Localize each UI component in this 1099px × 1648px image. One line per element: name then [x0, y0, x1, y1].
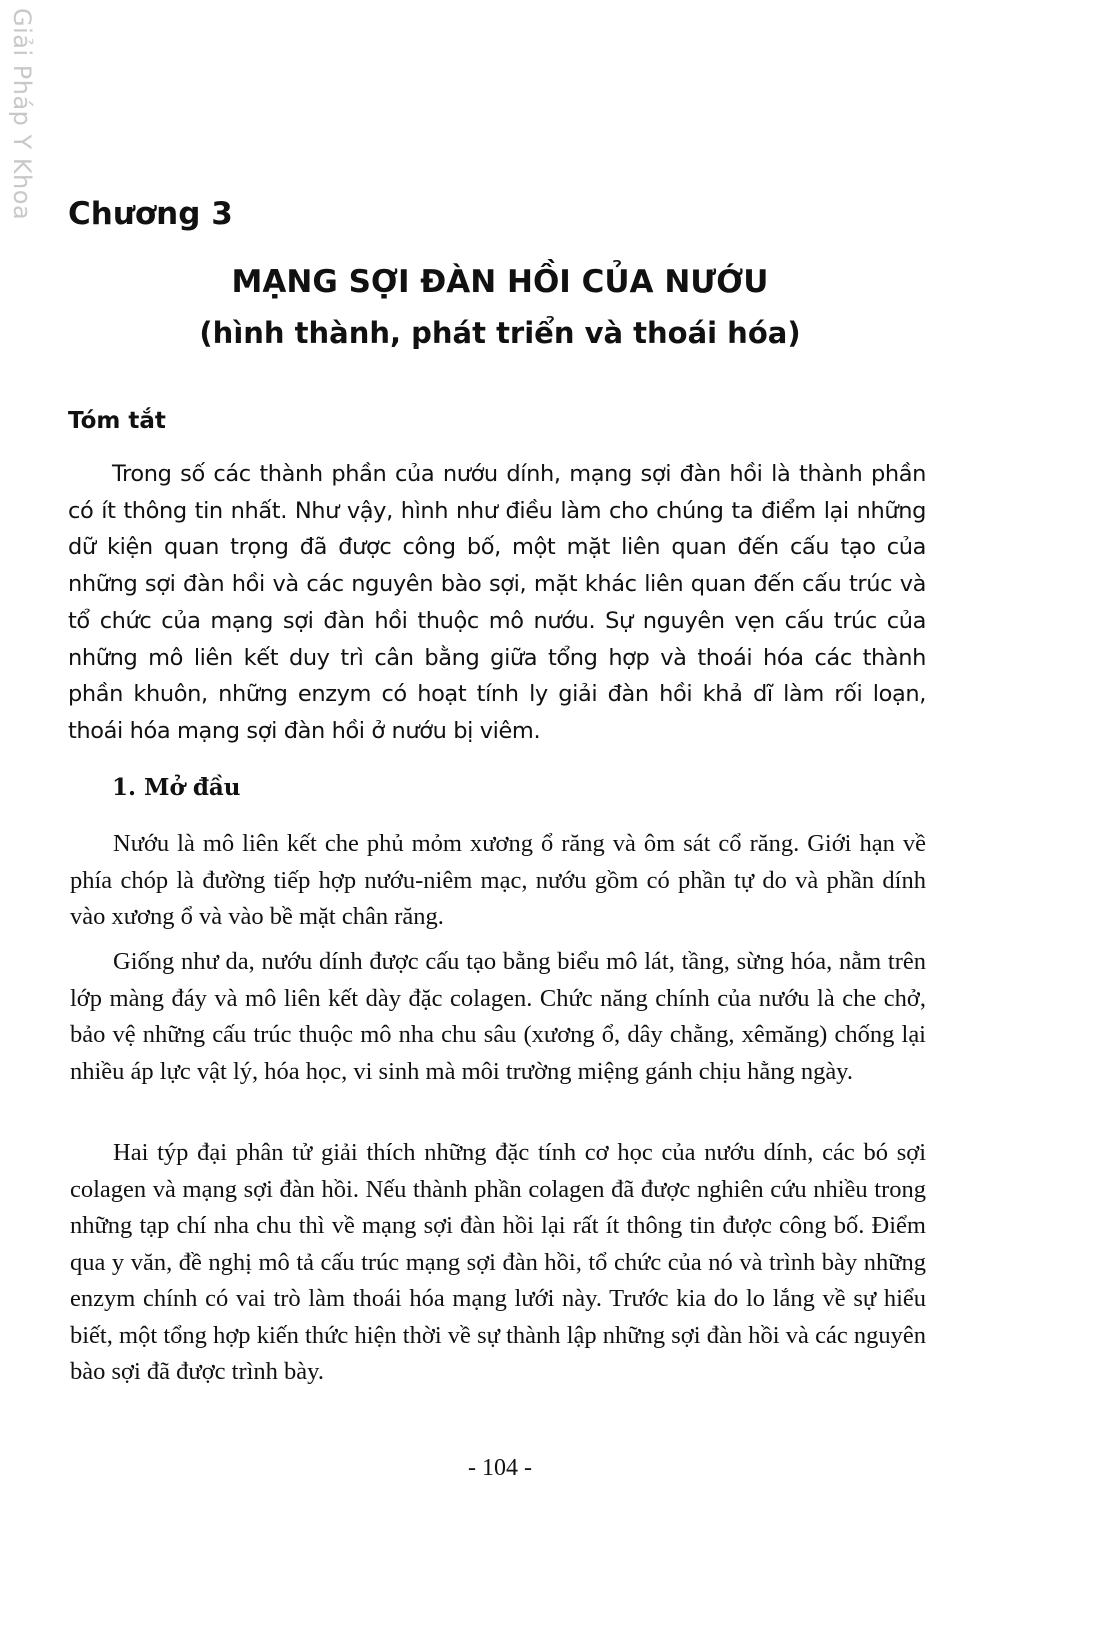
- chapter-subtitle: (hình thành, phát triển và thoái hóa): [199, 316, 801, 350]
- page-number: - 104 -: [468, 1455, 532, 1481]
- chapter-title: MẠNG SỢI ĐÀN HỒI CỦA NƯỚU: [231, 264, 769, 300]
- chapter-label: Chương 3: [68, 196, 233, 232]
- section-heading-introduction: 1. Mở đầu: [112, 774, 241, 801]
- watermark: Giải Pháp Y Khoa: [8, 8, 36, 221]
- body-paragraph-1: Nướu là mô liên kết che phủ mỏm xương ổ răng và ôm sát cổ răng. Giới hạn về phía chóp là đường tiếp hợp nướu-niêm mạc, nướu gồm có phần tự do và phần dính vào xương ổ và vào bề mặt chân răng.: [70, 830, 926, 930]
- summary-heading: Tóm tắt: [68, 408, 166, 434]
- body-paragraph-3: Hai týp đại phân tử giải thích những đặc tính cơ học của nướu dính, các bó sợi colagen và mạng sợi đàn hồi. Nếu thành phần colagen đã được nghiên cứu nhiều trong những tạp chí nha chu thì về mạng sợi đàn hồi lại rất ít thông tin được công bố. Điểm qua y văn, đề nghị mô tả cấu trúc mạng sợi đàn hồi, tổ chức của nó và trình bày những enzym chính có vai trò làm thoái hóa mạng lưới này. Trước kia do lo lắng về sự hiểu biết, một tổng hợp kiến thức hiện thời về sự thành lập những sợi đàn hồi và các nguyên bào sợi đã được trình bày.: [70, 1139, 926, 1385]
- body-paragraph-2: Giống như da, nướu dính được cấu tạo bằng biểu mô lát, tầng, sừng hóa, nằm trên lớp màng đáy và mô liên kết dày đặc colagen. Chức năng chính của nướu là che chở, bảo vệ những cấu trúc thuộc mô nha chu sâu (xương ổ, dây chằng, xêmăng) chống lại nhiều áp lực vật lý, hóa học, vi sinh mà môi trường miệng gánh chịu hằng ngày.: [70, 948, 926, 1085]
- summary-paragraph: Trong số các thành phần của nướu dính, mạng sợi đàn hồi là thành phần có ít thông tin nhất. Như vậy, hình như điều làm cho chúng ta điểm lại những dữ kiện quan trọng đã được công bố, một mặt liên quan đến cấu tạo của những sợi đàn hồi và các nguyên bào sợi, mặt khác liên quan đến cấu trúc và tổ chức của mạng sợi đàn hồi thuộc mô nướu. Sự nguyên vẹn cấu trúc của những mô liên kết duy trì cân bằng giữa tổng hợp và thoái hóa các thành phần khuôn, những enzym có hoạt tính ly giải đàn hồi khả dĩ làm rối loạn, thoái hóa mạng sợi đàn hồi ở nướu bị viêm.: [68, 461, 926, 744]
